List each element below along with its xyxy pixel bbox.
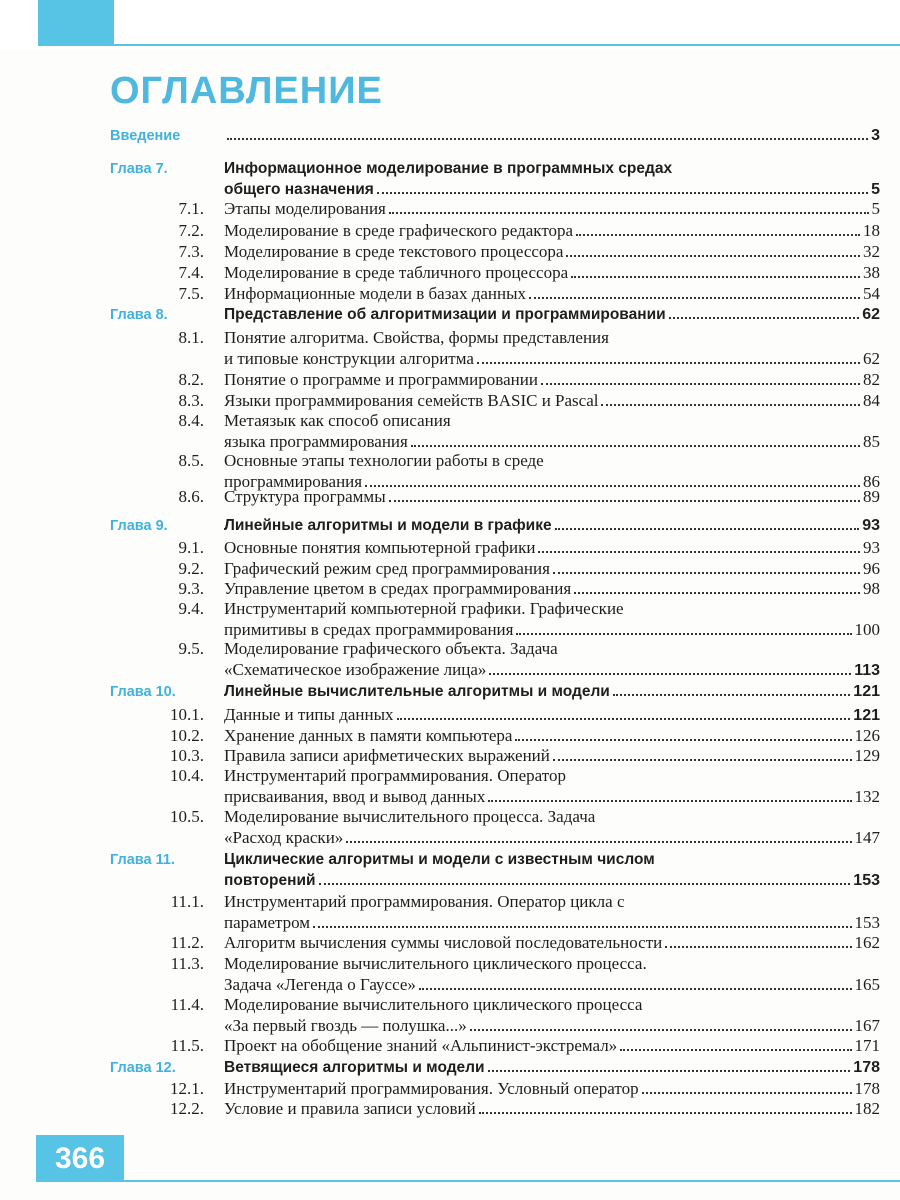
page-ref: 171 bbox=[854, 1036, 880, 1055]
entry-line-with-page bbox=[224, 537, 880, 559]
chapter-label: Глава 10. bbox=[110, 684, 176, 700]
page-ref: 93 bbox=[862, 517, 880, 534]
entry-line-with-page bbox=[224, 241, 880, 263]
page-ref: 98 bbox=[863, 579, 880, 598]
entry-line-with-page bbox=[224, 745, 880, 767]
entry-line-with-page bbox=[224, 974, 880, 996]
entry-title-text: Графический режим сред программирования bbox=[224, 559, 550, 578]
dot-leader bbox=[555, 528, 860, 530]
top-rule bbox=[114, 44, 900, 46]
dot-leader bbox=[516, 633, 851, 635]
entry-title-text: Правила записи арифметических выражений bbox=[224, 746, 550, 765]
section-number: 7.3. bbox=[178, 242, 204, 261]
entry-line-with-page bbox=[224, 220, 880, 242]
section-number: 7.1. bbox=[178, 199, 204, 218]
entry-title-text: «Расход краски» bbox=[224, 828, 344, 847]
entry-title-text: Линейные алгоритмы и модели в графике bbox=[224, 517, 552, 534]
entry-title-text: Языки программирования семейств BASIC и Pascal bbox=[224, 391, 599, 410]
page-ref: 129 bbox=[854, 746, 880, 765]
entry-line-with-page bbox=[224, 578, 880, 600]
dot-leader bbox=[669, 317, 860, 319]
page-ref: 3 bbox=[871, 127, 880, 144]
section-number: 9.1. bbox=[178, 538, 204, 557]
dot-leader bbox=[397, 718, 851, 720]
dot-leader bbox=[313, 926, 851, 928]
page-ref: 84 bbox=[863, 391, 880, 410]
page-ref: 113 bbox=[854, 662, 880, 679]
entry-title-text: Проект на обобщение знаний «Альпинист-экстремал» bbox=[224, 1036, 618, 1055]
dot-leader bbox=[411, 445, 860, 447]
entry-title-text: Моделирование вычислительного циклического процесса bbox=[224, 995, 643, 1014]
page-ref: 178 bbox=[854, 1079, 880, 1098]
entry-line-with-page bbox=[224, 486, 880, 508]
entry-line-with-page bbox=[224, 725, 880, 747]
section-number: 10.1. bbox=[170, 705, 204, 724]
entry-title-text: Этапы моделирования bbox=[224, 199, 386, 218]
entry-title-text: Представление об алгоритмизации и программировании bbox=[224, 306, 666, 323]
entry-title-text: присваивания, ввод и вывод данных bbox=[224, 787, 486, 806]
entry-line-with-page bbox=[224, 870, 880, 892]
dot-leader bbox=[566, 255, 860, 257]
page-number: 366 bbox=[36, 1135, 124, 1182]
entry-title-text: Понятие алгоритма. Свойства, формы представления bbox=[224, 328, 609, 347]
page-ref: 165 bbox=[854, 975, 880, 994]
entry-title-text: Инструментарий программирования. Условный оператор bbox=[224, 1079, 639, 1098]
dot-leader bbox=[488, 800, 851, 802]
chapter-label: Глава 11. bbox=[110, 852, 175, 868]
entry-title-text: Ветвящиеся алгоритмы и модели bbox=[224, 1059, 485, 1076]
dot-leader bbox=[553, 572, 860, 574]
dot-leader bbox=[642, 1092, 852, 1094]
entry-line-with-page bbox=[224, 932, 880, 954]
dot-leader bbox=[665, 946, 851, 948]
dot-leader bbox=[346, 841, 851, 843]
dot-leader bbox=[477, 362, 860, 364]
section-number: 11.1. bbox=[170, 892, 204, 911]
dot-leader bbox=[389, 212, 869, 214]
section-number: 8.1. bbox=[178, 328, 204, 347]
entry-line bbox=[224, 806, 880, 828]
entry-title-text: Задача «Легенда о Гауссе» bbox=[224, 975, 416, 994]
page-ref: 153 bbox=[853, 872, 880, 889]
bottom-rule bbox=[36, 1180, 900, 1182]
dot-leader bbox=[488, 1070, 851, 1072]
entry-title-text: Алгоритм вычисления суммы числовой последовательности bbox=[224, 933, 663, 952]
entry-title-text: Инструментарий компьютерной графики. Графические bbox=[224, 599, 624, 618]
section-number: 11.2. bbox=[170, 933, 204, 952]
entry-line bbox=[224, 994, 880, 1016]
dot-leader bbox=[571, 276, 860, 278]
page-ref: 147 bbox=[854, 828, 880, 847]
dot-leader bbox=[389, 500, 860, 502]
page-ref: 32 bbox=[863, 242, 880, 261]
page-ref: 89 bbox=[863, 487, 880, 506]
entry-title-text: Основные этапы технологии работы в среде bbox=[224, 451, 544, 470]
dot-leader bbox=[529, 297, 860, 299]
dot-leader bbox=[227, 138, 868, 140]
dot-leader bbox=[613, 694, 850, 696]
dot-leader bbox=[489, 673, 851, 675]
entry-line bbox=[224, 598, 880, 620]
page-ref: 85 bbox=[863, 432, 880, 451]
entry-title-text: «За первый гвоздь — полушка...» bbox=[224, 1016, 467, 1035]
entry-title-text: Моделирование в среде табличного процессора bbox=[224, 263, 569, 282]
section-number: 11.5. bbox=[170, 1036, 204, 1055]
dot-leader bbox=[470, 1029, 852, 1031]
chapter-label: Глава 7. bbox=[110, 161, 168, 177]
entry-line-with-page bbox=[224, 198, 880, 220]
entry-line-with-page bbox=[224, 1035, 880, 1057]
entry-line bbox=[224, 327, 880, 349]
top-color-block bbox=[38, 0, 114, 46]
entry-line-with-page bbox=[224, 125, 880, 147]
entry-title-text: Данные и типы данных bbox=[224, 705, 394, 724]
entry-title-text: Линейные вычислительные алгоритмы и модели bbox=[224, 683, 610, 700]
dot-leader bbox=[377, 192, 868, 194]
chapter-label: Глава 12. bbox=[110, 1060, 176, 1076]
entry-title-text: Моделирование вычислительного процесса. Задача bbox=[224, 807, 596, 826]
section-number: 12.1. bbox=[170, 1079, 204, 1098]
chapter-label: Введение bbox=[110, 128, 181, 144]
entry-title-text: Инструментарий программирования. Оператор цикла с bbox=[224, 892, 625, 911]
entry-title-text: Условие и правила записи условий bbox=[224, 1099, 476, 1118]
dot-leader bbox=[479, 1112, 852, 1114]
entry-line bbox=[224, 158, 880, 180]
section-number: 10.2. bbox=[170, 726, 204, 745]
entry-line-with-page bbox=[224, 262, 880, 284]
section-number: 8.3. bbox=[178, 391, 204, 410]
entry-line-with-page bbox=[224, 283, 880, 305]
entry-line-with-page bbox=[224, 348, 880, 370]
section-number: 8.4. bbox=[178, 411, 204, 430]
top-decor-band bbox=[0, 0, 900, 50]
page-ref: 132 bbox=[854, 787, 880, 806]
entry-title-text: «Схематическое изображение лица» bbox=[224, 660, 487, 679]
entry-line-with-page bbox=[224, 390, 880, 412]
page-ref: 62 bbox=[863, 349, 880, 368]
entry-title-text: Моделирование вычислительного циклического процесса. bbox=[224, 954, 647, 973]
entry-title-text: Хранение данных в памяти компьютера bbox=[224, 726, 513, 745]
entry-title-text: программирования bbox=[224, 472, 363, 491]
entry-line bbox=[224, 450, 880, 472]
page-title: ОГЛАВЛЕНИЕ bbox=[110, 70, 383, 112]
page-ref: 5 bbox=[871, 181, 880, 198]
page-ref: 182 bbox=[854, 1099, 880, 1118]
entry-line-with-page bbox=[224, 1015, 880, 1037]
page-ref: 126 bbox=[854, 726, 880, 745]
entry-line-with-page bbox=[224, 369, 880, 391]
section-number: 11.3. bbox=[170, 954, 204, 973]
entry-title-text: Структура программы bbox=[224, 487, 386, 506]
section-number: 7.2. bbox=[178, 221, 204, 240]
page-ref: 38 bbox=[863, 263, 880, 282]
entry-title-text: параметром bbox=[224, 913, 311, 932]
entry-line bbox=[224, 891, 880, 913]
entry-line bbox=[224, 953, 880, 975]
page-ref: 82 bbox=[863, 370, 880, 389]
entry-title-text: Управление цветом в средах программирования bbox=[224, 579, 572, 598]
entry-title-text: повторений bbox=[224, 872, 316, 889]
page-ref: 18 bbox=[863, 221, 880, 240]
section-number: 10.4. bbox=[170, 766, 204, 785]
entry-line-with-page bbox=[224, 1057, 880, 1079]
entry-title-text: Инструментарий программирования. Оператор bbox=[224, 766, 566, 785]
page-ref: 178 bbox=[853, 1059, 880, 1076]
section-number: 11.4. bbox=[170, 995, 204, 1014]
entry-title-text: примитивы в средах программирования bbox=[224, 620, 514, 639]
entry-title-text: общего назначения bbox=[224, 181, 374, 198]
dot-leader bbox=[574, 592, 860, 594]
section-number: 7.4. bbox=[178, 263, 204, 282]
entry-line-with-page bbox=[224, 304, 880, 326]
entry-line-with-page bbox=[224, 1098, 880, 1120]
entry-line bbox=[224, 638, 880, 660]
entry-title-text: Метаязык как способ описания bbox=[224, 411, 451, 430]
page-ref: 62 bbox=[862, 306, 880, 323]
entry-line-with-page bbox=[224, 681, 880, 703]
dot-leader bbox=[419, 988, 852, 990]
page-ref: 54 bbox=[863, 284, 880, 303]
entry-line-with-page bbox=[224, 827, 880, 849]
section-number: 9.4. bbox=[178, 599, 204, 618]
entry-title-text: Моделирование графического объекта. Задача bbox=[224, 639, 558, 658]
entry-title-text: Циклические алгоритмы и модели с известным числом bbox=[224, 851, 655, 868]
entry-title-text: языка программирования bbox=[224, 432, 408, 451]
chapter-label: Глава 8. bbox=[110, 307, 168, 323]
entry-title-text: Информационное моделирование в программных средах bbox=[224, 160, 673, 177]
section-number: 9.3. bbox=[178, 579, 204, 598]
entry-line-with-page bbox=[224, 659, 880, 681]
page-ref: 100 bbox=[854, 620, 880, 639]
entry-line-with-page bbox=[224, 558, 880, 580]
section-number: 8.6. bbox=[178, 487, 204, 506]
section-number: 12.2. bbox=[170, 1099, 204, 1118]
entry-line-with-page bbox=[224, 1078, 880, 1100]
page-ref: 5 bbox=[871, 199, 880, 218]
dot-leader bbox=[319, 883, 851, 885]
dot-leader bbox=[576, 234, 860, 236]
section-number: 7.5. bbox=[178, 284, 204, 303]
page-ref: 167 bbox=[854, 1016, 880, 1035]
entry-line-with-page bbox=[224, 912, 880, 934]
dot-leader bbox=[601, 404, 860, 406]
section-number: 9.5. bbox=[178, 639, 204, 658]
dot-leader bbox=[538, 551, 860, 553]
section-number: 9.2. bbox=[178, 559, 204, 578]
entry-title-text: Основные понятия компьютерной графики bbox=[224, 538, 536, 557]
entry-line bbox=[224, 849, 880, 871]
section-number: 8.5. bbox=[178, 451, 204, 470]
section-number: 10.5. bbox=[170, 807, 204, 826]
section-number: 8.2. bbox=[178, 370, 204, 389]
entry-line-with-page bbox=[224, 704, 880, 726]
entry-title-text: Моделирование в среде текстового процессора bbox=[224, 242, 564, 261]
page-ref: 121 bbox=[853, 683, 880, 700]
entry-line bbox=[224, 410, 880, 432]
page-ref: 153 bbox=[854, 913, 880, 932]
dot-leader bbox=[541, 383, 860, 385]
entry-line-with-page bbox=[224, 515, 880, 537]
chapter-label: Глава 9. bbox=[110, 518, 168, 534]
entry-line bbox=[224, 765, 880, 787]
page-ref: 93 bbox=[863, 538, 880, 557]
page-ref: 162 bbox=[854, 933, 880, 952]
page-ref: 96 bbox=[863, 559, 880, 578]
dot-leader bbox=[515, 739, 851, 741]
entry-title-text: Понятие о программе и программировании bbox=[224, 370, 538, 389]
entry-title-text: и типовые конструкции алгоритма bbox=[224, 349, 474, 368]
dot-leader bbox=[553, 759, 852, 761]
entry-title-text: Моделирование в среде графического редактора bbox=[224, 221, 574, 240]
entry-line-with-page bbox=[224, 786, 880, 808]
section-number: 10.3. bbox=[170, 746, 204, 765]
page-ref: 86 bbox=[863, 472, 880, 491]
page-ref: 121 bbox=[853, 707, 880, 724]
dot-leader bbox=[620, 1049, 851, 1051]
entry-title-text: Информационные модели в базах данных bbox=[224, 284, 527, 303]
